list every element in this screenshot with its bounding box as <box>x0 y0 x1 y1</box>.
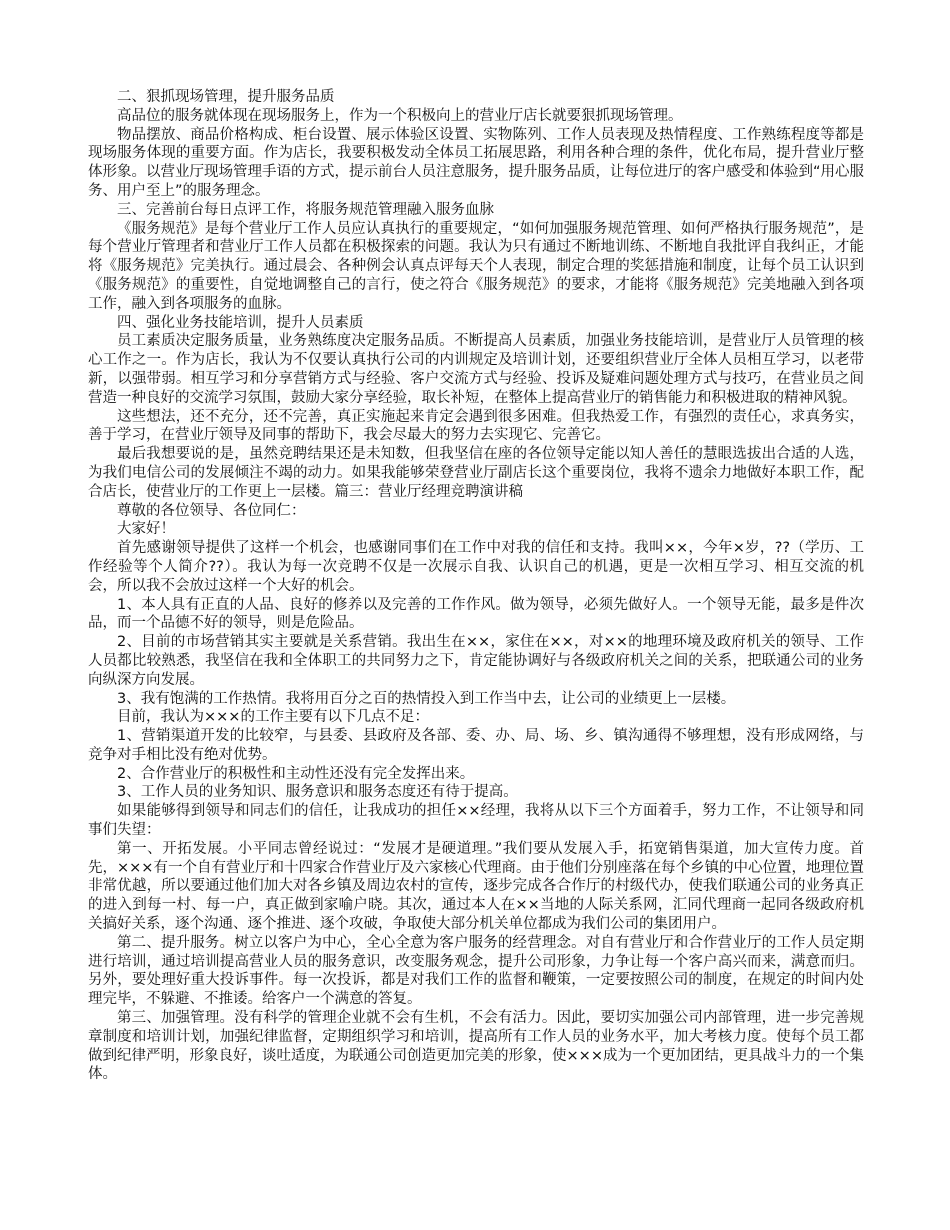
greeting: 大家好！ <box>117 521 175 538</box>
list-item: 1、本人具有正直的人品、良好的修养以及完善的工作作风。做为领导，必须先做好人。一个领导无能，最多是件次品，而一个品德不好的领导，则是危险品。 <box>88 596 864 632</box>
list-item: 3、工作人员的业务知识、服务意识和服务态度还有待于提高。 <box>117 784 518 801</box>
paragraph: 第二、提升服务。树立以客户为中心，全心全意为客户服务的经营理念。对自有营业厅和合作营业厅的工作人员定期进行培训，通过培训提高营业人员的服务意识，改变服务观念，提升公司形象，力争让每一个客户高兴而来，满意而归。另外，要处理好重大投诉事件。每一次投诉，都是对我们工作的监督和鞭策，一定要按照公司的制度，在规定的时间内处理完毕，不躲避、不推诿。给客户一个满意的答复。 <box>88 934 864 1008</box>
section-heading-2: 二、狠抓现场管理，提升服务品质 <box>117 89 335 105</box>
section-heading-4: 四、强化业务技能培训，提升人员素质 <box>117 314 364 331</box>
paragraph: 《服务规范》是每个营业厅工作人员应认真执行的重要规定，“如何加强服务规范管理、如何严格执行服务规范”，是每个营业厅管理者和营业厅工作人员都在积极探索的问题。我认为只有通过不断地训练、不断地自我批评自我纠正，才能将《服务规范》完美执行。通过晨会、各种例会认真点评每天个人表现，制定合理的奖惩措施和制度，让每个员工认识到《服务规范》的重要性，自觉地调整自己的言行，使之符合《服务规范》的要求，才能将《服务规范》完美地融入到各项工作，融入到各项服务的血脉。 <box>88 220 864 312</box>
salutation: 尊敬的各位领导、各位同仁： <box>117 502 306 519</box>
list-item: 1、营销渠道开发的比较窄，与县委、县政府及各部、委、办、局、场、乡、镇沟通得不够理想，没有形成网络，与竞争对手相比没有绝对优势。 <box>88 728 864 763</box>
paragraph: 这些想法，还不充分，还不完善，真正实施起来肯定会遇到很多困难。但我热爱工作，有强烈的责任心，求真务实，善于学习，在营业厅领导及同事的帮助下，我会尽最大的努力去实现它、完善它。 <box>88 408 864 444</box>
paragraph: 高品位的服务就体现在现场服务上，作为一个积极向上的营业厅店长就要狠抓现场管理。 <box>117 107 683 124</box>
section-heading-3: 三、完善前台每日点评工作，将服务规范管理融入服务血脉 <box>117 201 494 218</box>
paragraph: 首先感谢领导提供了这样一个机会，也感谢同事们在工作中对我的信任和支持。我叫××，今年×岁，??（学历、工作经验等个人简介??）。我认为每一次竞聘不仅是一次展示自我、认识自己的机遇，更是一次相互学习、相互交流的机会，所以我不会放过这样一个大好的机会。 <box>88 540 864 594</box>
paragraph: 第三、加强管理。没有科学的管理企业就不会有生机，不会有活力。因此，要切实加强公司内部管理，进一步完善规章制度和培训计划，加强纪律监督，定期组织学习和培训，提高所有工作人员的业务水平，加大考核力度。使每个员工都做到纪律严明，形象良好，谈吐适度，为联通公司创造更加完美的形象，使×××成为一个更加团结，更具战斗力的一个集体。 <box>88 1010 864 1083</box>
list-item: 2、合作营业厅的积极性和主动性还没有完全发挥出来。 <box>117 765 475 782</box>
paragraph: 物品摆放、商品价格构成、柜台设置、展示体验区设置、实物陈列、工作人员表现及热情程度、工作熟练程度等都是现场服务体现的重要方面。作为店长，我要积极发动全体员工拓展思路，利用各种合理的条件，优化布局，提升营业厅整体形象。以营业厅现场管理手语的方式，提示前台人员注意服务，提升服务品质，让每位进厅的客户感受和体验到“用心服务、用户至上”的服务理念。 <box>88 126 865 199</box>
list-item: 2、目前的市场营销其实主要就是关系营销。我出生在××，家住在××，对××的地理环境及政府机关的领导、工作人员都比较熟悉，我坚信在我和全体职工的共同努力之下，肯定能协调好与各级政府机关之间的关系，把联通公司的业务向纵深方向发展。 <box>88 634 864 688</box>
paragraph: 目前，我认为×××的工作主要有以下几点不足： <box>117 709 429 726</box>
document-page <box>88 88 864 1084</box>
paragraph: 第一、开拓发展。小平同志曾经说过：“发展才是硬道理。”我们要从发展入手，拓宽销售渠道，加大宣传力度。首先，×××有一个自有营业厅和十四家合作营业厅及六家核心代理商。由于他们分别座落在每个乡镇的中心位置，地理位置非常优越，所以要通过他们加大对各乡镇及周边农村的宣传，逐步完成各合作厅的村级代办，使我们联通公司的业务真正的进入到每一村、每一户，真正做到家喻户晓。其次，通过本人在××当地的人际关系网，汇同代理商一起同各级政府机关搞好关系，逐个沟通、逐个推进、逐个攻破，争取使大部分机关单位都成为我们公司的集团用户。 <box>88 840 864 933</box>
paragraph: 最后我想要说的是，虽然竞聘结果还是未知数，但我坚信在座的各位领导定能以知人善任的慧眼选拔出合适的人选，为我们电信公司的发展倾注不竭的动力。如果我能够荣登营业厅副店长这个重要岗位，我将不遗余力地做好本职工作，配合店长，使营业厅的工作更上一层楼。篇三：营业厅经理竞聘演讲稿 <box>88 446 864 500</box>
paragraph: 员工素质决定服务质量，业务熟练度决定服务品质。不断提高人员素质，加强业务技能培训，是营业厅人员管理的核心工作之一。作为店长，我认为不仅要认真执行公司的内训规定及培训计划，还要组织营业厅全体人员相互学习，以老带新，以强带弱。相互学习和分享营销方式与经验、客户交流方式与经验、投诉及疑难问题处理方式与技巧，在营业员之间营造一种良好的交流学习氛围，鼓励大家分享经验，取长补短，在整体上提高营业厅的销售能力和积极进取的精神风貌。 <box>88 333 864 406</box>
list-item: 3、我有饱满的工作热情。我将用百分之百的热情投入到工作当中去，让公司的业绩更上一层楼。 <box>117 690 736 707</box>
paragraph: 如果能够得到领导和同志们的信任，让我成功的担任××经理，我将从以下三个方面着手，努力工作，不让领导和同事们失望： <box>88 803 864 839</box>
